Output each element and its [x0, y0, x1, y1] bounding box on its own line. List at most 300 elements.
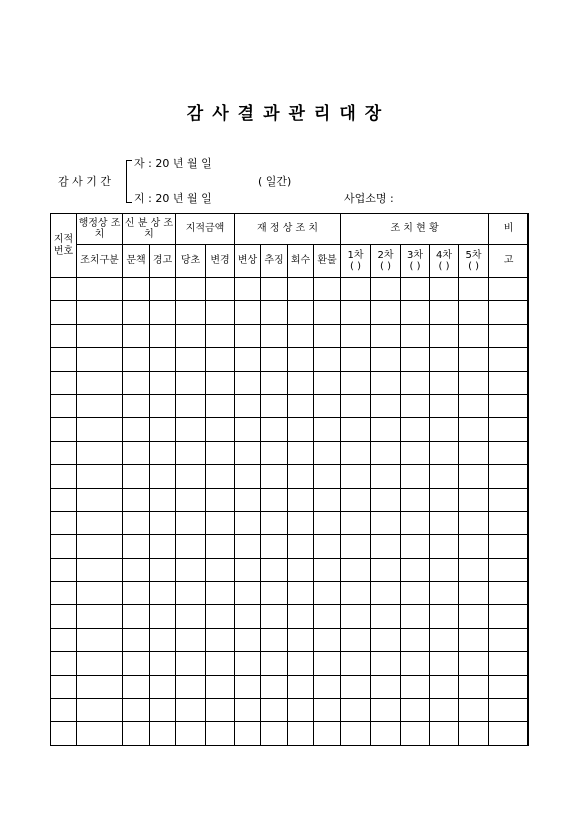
table-cell[interactable] [206, 558, 235, 581]
table-cell[interactable] [341, 535, 371, 558]
table-cell[interactable] [489, 394, 529, 417]
table-cell[interactable] [77, 511, 123, 534]
table-cell[interactable] [150, 628, 176, 651]
table-cell[interactable] [176, 394, 206, 417]
table-cell[interactable] [261, 675, 288, 698]
table-cell[interactable] [288, 348, 314, 371]
table-cell[interactable] [206, 324, 235, 347]
table-cell[interactable] [341, 605, 371, 628]
table-cell[interactable] [235, 652, 261, 675]
table-cell[interactable] [123, 371, 150, 394]
table-cell[interactable] [371, 301, 401, 324]
table-cell[interactable] [51, 675, 77, 698]
table-cell[interactable] [401, 628, 430, 651]
table-cell[interactable] [341, 418, 371, 441]
table-cell[interactable] [459, 418, 489, 441]
table-cell[interactable] [123, 628, 150, 651]
table-cell[interactable] [288, 582, 314, 605]
table-cell[interactable] [206, 582, 235, 605]
table-cell[interactable] [489, 488, 529, 511]
table-cell[interactable] [235, 535, 261, 558]
table-cell[interactable] [176, 511, 206, 534]
table-cell[interactable] [489, 722, 529, 746]
table-cell[interactable] [123, 675, 150, 698]
table-cell[interactable] [371, 535, 401, 558]
table-cell[interactable] [430, 722, 459, 746]
table-cell[interactable] [489, 418, 529, 441]
table-cell[interactable] [176, 441, 206, 464]
table-cell[interactable] [401, 652, 430, 675]
table-cell[interactable] [288, 278, 314, 301]
table-cell[interactable] [176, 301, 206, 324]
table-cell[interactable] [261, 652, 288, 675]
table-cell[interactable] [341, 675, 371, 698]
table-cell[interactable] [341, 511, 371, 534]
table-cell[interactable] [206, 699, 235, 722]
table-cell[interactable] [206, 348, 235, 371]
table-cell[interactable] [77, 722, 123, 746]
table-cell[interactable] [150, 652, 176, 675]
table-cell[interactable] [150, 394, 176, 417]
table-cell[interactable] [459, 511, 489, 534]
table-cell[interactable] [401, 418, 430, 441]
table-cell[interactable] [430, 301, 459, 324]
table-cell[interactable] [341, 465, 371, 488]
table-cell[interactable] [123, 511, 150, 534]
table-cell[interactable] [176, 558, 206, 581]
table-cell[interactable] [176, 324, 206, 347]
table-cell[interactable] [371, 418, 401, 441]
table-cell[interactable] [459, 348, 489, 371]
table-cell[interactable] [288, 465, 314, 488]
table-cell[interactable] [288, 628, 314, 651]
table-cell[interactable] [206, 511, 235, 534]
table-cell[interactable] [314, 628, 341, 651]
table-cell[interactable] [459, 722, 489, 746]
table-cell[interactable] [51, 418, 77, 441]
table-cell[interactable] [489, 535, 529, 558]
table-cell[interactable] [430, 394, 459, 417]
table-cell[interactable] [371, 394, 401, 417]
table-cell[interactable] [261, 605, 288, 628]
table-cell[interactable] [459, 675, 489, 698]
table-cell[interactable] [123, 582, 150, 605]
table-cell[interactable] [235, 558, 261, 581]
table-cell[interactable] [459, 324, 489, 347]
table-cell[interactable] [401, 371, 430, 394]
table-cell[interactable] [176, 722, 206, 746]
table-cell[interactable] [150, 348, 176, 371]
table-cell[interactable] [235, 278, 261, 301]
table-cell[interactable] [51, 371, 77, 394]
table-cell[interactable] [77, 582, 123, 605]
table-cell[interactable] [459, 488, 489, 511]
table-cell[interactable] [430, 582, 459, 605]
table-cell[interactable] [235, 465, 261, 488]
table-cell[interactable] [77, 371, 123, 394]
table-cell[interactable] [401, 394, 430, 417]
table-cell[interactable] [314, 722, 341, 746]
table-cell[interactable] [314, 324, 341, 347]
table-cell[interactable] [123, 324, 150, 347]
table-cell[interactable] [150, 605, 176, 628]
table-cell[interactable] [261, 301, 288, 324]
table-cell[interactable] [123, 418, 150, 441]
table-cell[interactable] [401, 558, 430, 581]
table-cell[interactable] [489, 558, 529, 581]
table-cell[interactable] [401, 278, 430, 301]
table-cell[interactable] [176, 582, 206, 605]
table-cell[interactable] [51, 535, 77, 558]
table-cell[interactable] [51, 722, 77, 746]
table-cell[interactable] [430, 605, 459, 628]
table-cell[interactable] [371, 652, 401, 675]
table-cell[interactable] [314, 605, 341, 628]
table-cell[interactable] [314, 652, 341, 675]
table-cell[interactable] [123, 535, 150, 558]
table-cell[interactable] [314, 558, 341, 581]
table-cell[interactable] [401, 699, 430, 722]
table-cell[interactable] [288, 488, 314, 511]
table-cell[interactable] [459, 652, 489, 675]
table-cell[interactable] [401, 465, 430, 488]
table-cell[interactable] [176, 371, 206, 394]
table-cell[interactable] [123, 652, 150, 675]
table-cell[interactable] [206, 394, 235, 417]
table-cell[interactable] [261, 722, 288, 746]
table-cell[interactable] [77, 488, 123, 511]
table-cell[interactable] [489, 371, 529, 394]
table-cell[interactable] [150, 535, 176, 558]
table-cell[interactable] [288, 652, 314, 675]
table-cell[interactable] [489, 301, 529, 324]
table-cell[interactable] [206, 722, 235, 746]
table-cell[interactable] [371, 324, 401, 347]
table-cell[interactable] [123, 722, 150, 746]
table-cell[interactable] [51, 324, 77, 347]
table-cell[interactable] [123, 348, 150, 371]
table-cell[interactable] [371, 371, 401, 394]
table-cell[interactable] [261, 348, 288, 371]
table-cell[interactable] [288, 699, 314, 722]
table-cell[interactable] [401, 441, 430, 464]
table-cell[interactable] [206, 535, 235, 558]
table-cell[interactable] [235, 488, 261, 511]
table-cell[interactable] [261, 394, 288, 417]
table-cell[interactable] [341, 488, 371, 511]
table-cell[interactable] [489, 511, 529, 534]
table-cell[interactable] [261, 418, 288, 441]
table-cell[interactable] [459, 535, 489, 558]
table-cell[interactable] [77, 441, 123, 464]
table-cell[interactable] [459, 605, 489, 628]
table-cell[interactable] [51, 558, 77, 581]
table-cell[interactable] [150, 699, 176, 722]
table-cell[interactable] [206, 488, 235, 511]
table-cell[interactable] [288, 511, 314, 534]
table-cell[interactable] [371, 348, 401, 371]
table-cell[interactable] [371, 628, 401, 651]
table-cell[interactable] [261, 699, 288, 722]
table-cell[interactable] [176, 535, 206, 558]
table-cell[interactable] [371, 605, 401, 628]
table-cell[interactable] [235, 511, 261, 534]
table-cell[interactable] [235, 324, 261, 347]
table-cell[interactable] [401, 301, 430, 324]
table-cell[interactable] [371, 511, 401, 534]
table-cell[interactable] [430, 535, 459, 558]
table-cell[interactable] [288, 558, 314, 581]
table-cell[interactable] [150, 511, 176, 534]
table-cell[interactable] [77, 535, 123, 558]
table-cell[interactable] [314, 371, 341, 394]
table-cell[interactable] [489, 441, 529, 464]
table-cell[interactable] [341, 441, 371, 464]
table-cell[interactable] [150, 324, 176, 347]
table-cell[interactable] [288, 418, 314, 441]
table-cell[interactable] [176, 675, 206, 698]
table-cell[interactable] [371, 488, 401, 511]
table-cell[interactable] [401, 535, 430, 558]
table-cell[interactable] [341, 371, 371, 394]
table-cell[interactable] [176, 699, 206, 722]
table-cell[interactable] [459, 465, 489, 488]
table-cell[interactable] [150, 558, 176, 581]
table-cell[interactable] [401, 348, 430, 371]
table-cell[interactable] [489, 699, 529, 722]
table-cell[interactable] [206, 301, 235, 324]
table-cell[interactable] [261, 558, 288, 581]
table-cell[interactable] [459, 628, 489, 651]
table-cell[interactable] [51, 394, 77, 417]
table-cell[interactable] [430, 558, 459, 581]
table-cell[interactable] [261, 278, 288, 301]
table-cell[interactable] [459, 441, 489, 464]
table-cell[interactable] [51, 628, 77, 651]
table-cell[interactable] [341, 324, 371, 347]
table-cell[interactable] [430, 628, 459, 651]
table-cell[interactable] [176, 418, 206, 441]
table-cell[interactable] [206, 441, 235, 464]
table-cell[interactable] [489, 652, 529, 675]
table-cell[interactable] [314, 675, 341, 698]
table-cell[interactable] [206, 278, 235, 301]
table-cell[interactable] [430, 652, 459, 675]
table-cell[interactable] [77, 699, 123, 722]
table-cell[interactable] [176, 278, 206, 301]
table-cell[interactable] [489, 465, 529, 488]
table-cell[interactable] [235, 371, 261, 394]
table-cell[interactable] [235, 675, 261, 698]
table-cell[interactable] [123, 441, 150, 464]
table-cell[interactable] [459, 278, 489, 301]
table-cell[interactable] [489, 605, 529, 628]
table-cell[interactable] [371, 582, 401, 605]
table-cell[interactable] [235, 441, 261, 464]
table-cell[interactable] [150, 278, 176, 301]
table-cell[interactable] [341, 394, 371, 417]
table-cell[interactable] [123, 699, 150, 722]
table-cell[interactable] [314, 582, 341, 605]
table-cell[interactable] [341, 278, 371, 301]
table-cell[interactable] [51, 278, 77, 301]
table-cell[interactable] [288, 301, 314, 324]
table-cell[interactable] [150, 371, 176, 394]
table-cell[interactable] [430, 699, 459, 722]
table-cell[interactable] [51, 488, 77, 511]
table-cell[interactable] [235, 722, 261, 746]
table-cell[interactable] [235, 418, 261, 441]
table-cell[interactable] [341, 652, 371, 675]
table-cell[interactable] [123, 394, 150, 417]
table-cell[interactable] [51, 582, 77, 605]
table-cell[interactable] [288, 324, 314, 347]
table-cell[interactable] [314, 465, 341, 488]
table-cell[interactable] [371, 675, 401, 698]
table-cell[interactable] [51, 699, 77, 722]
table-cell[interactable] [77, 605, 123, 628]
table-cell[interactable] [341, 558, 371, 581]
table-cell[interactable] [288, 535, 314, 558]
table-cell[interactable] [341, 348, 371, 371]
table-cell[interactable] [341, 699, 371, 722]
table-cell[interactable] [341, 301, 371, 324]
table-cell[interactable] [314, 348, 341, 371]
table-cell[interactable] [123, 465, 150, 488]
table-cell[interactable] [77, 652, 123, 675]
table-cell[interactable] [261, 488, 288, 511]
table-cell[interactable] [176, 652, 206, 675]
table-cell[interactable] [288, 371, 314, 394]
table-cell[interactable] [77, 628, 123, 651]
table-cell[interactable] [261, 465, 288, 488]
table-cell[interactable] [459, 558, 489, 581]
table-cell[interactable] [150, 722, 176, 746]
table-cell[interactable] [341, 722, 371, 746]
table-cell[interactable] [459, 699, 489, 722]
table-cell[interactable] [150, 465, 176, 488]
table-cell[interactable] [401, 582, 430, 605]
table-cell[interactable] [235, 605, 261, 628]
table-cell[interactable] [314, 488, 341, 511]
table-cell[interactable] [489, 324, 529, 347]
table-cell[interactable] [430, 278, 459, 301]
table-cell[interactable] [489, 348, 529, 371]
table-cell[interactable] [51, 465, 77, 488]
table-cell[interactable] [77, 394, 123, 417]
table-cell[interactable] [206, 652, 235, 675]
table-cell[interactable] [77, 465, 123, 488]
table-cell[interactable] [123, 605, 150, 628]
table-cell[interactable] [150, 582, 176, 605]
table-cell[interactable] [176, 465, 206, 488]
table-cell[interactable] [341, 628, 371, 651]
table-cell[interactable] [261, 441, 288, 464]
table-cell[interactable] [206, 628, 235, 651]
table-cell[interactable] [77, 675, 123, 698]
table-cell[interactable] [401, 722, 430, 746]
table-cell[interactable] [77, 324, 123, 347]
table-cell[interactable] [430, 488, 459, 511]
table-cell[interactable] [430, 324, 459, 347]
table-cell[interactable] [77, 278, 123, 301]
table-cell[interactable] [371, 441, 401, 464]
table-cell[interactable] [206, 371, 235, 394]
table-cell[interactable] [150, 301, 176, 324]
table-cell[interactable] [459, 582, 489, 605]
table-cell[interactable] [288, 675, 314, 698]
table-cell[interactable] [176, 628, 206, 651]
table-cell[interactable] [176, 488, 206, 511]
table-cell[interactable] [206, 675, 235, 698]
table-cell[interactable] [401, 488, 430, 511]
table-cell[interactable] [261, 582, 288, 605]
table-cell[interactable] [235, 348, 261, 371]
table-cell[interactable] [401, 605, 430, 628]
table-cell[interactable] [371, 722, 401, 746]
table-cell[interactable] [459, 371, 489, 394]
table-cell[interactable] [430, 348, 459, 371]
table-cell[interactable] [176, 605, 206, 628]
table-cell[interactable] [150, 488, 176, 511]
table-cell[interactable] [261, 371, 288, 394]
table-cell[interactable] [261, 511, 288, 534]
table-cell[interactable] [430, 675, 459, 698]
table-cell[interactable] [459, 394, 489, 417]
table-cell[interactable] [150, 418, 176, 441]
table-cell[interactable] [288, 605, 314, 628]
table-cell[interactable] [489, 278, 529, 301]
table-cell[interactable] [288, 394, 314, 417]
table-cell[interactable] [77, 301, 123, 324]
table-cell[interactable] [235, 582, 261, 605]
table-cell[interactable] [430, 465, 459, 488]
table-cell[interactable] [235, 394, 261, 417]
table-cell[interactable] [123, 301, 150, 324]
table-cell[interactable] [51, 348, 77, 371]
table-cell[interactable] [489, 675, 529, 698]
table-cell[interactable] [401, 511, 430, 534]
table-cell[interactable] [314, 394, 341, 417]
table-cell[interactable] [51, 441, 77, 464]
table-cell[interactable] [176, 348, 206, 371]
table-cell[interactable] [401, 324, 430, 347]
table-cell[interactable] [314, 278, 341, 301]
table-cell[interactable] [459, 301, 489, 324]
table-cell[interactable] [314, 301, 341, 324]
table-cell[interactable] [489, 628, 529, 651]
table-cell[interactable] [314, 418, 341, 441]
table-cell[interactable] [123, 278, 150, 301]
table-cell[interactable] [206, 418, 235, 441]
table-cell[interactable] [371, 465, 401, 488]
table-cell[interactable] [206, 605, 235, 628]
table-cell[interactable] [314, 535, 341, 558]
table-cell[interactable] [430, 441, 459, 464]
table-cell[interactable] [206, 465, 235, 488]
table-cell[interactable] [235, 301, 261, 324]
table-cell[interactable] [51, 605, 77, 628]
table-cell[interactable] [314, 699, 341, 722]
table-cell[interactable] [371, 278, 401, 301]
table-cell[interactable] [77, 558, 123, 581]
table-cell[interactable] [288, 441, 314, 464]
table-cell[interactable] [261, 324, 288, 347]
table-cell[interactable] [123, 488, 150, 511]
table-cell[interactable] [51, 652, 77, 675]
table-cell[interactable] [261, 628, 288, 651]
table-cell[interactable] [371, 699, 401, 722]
